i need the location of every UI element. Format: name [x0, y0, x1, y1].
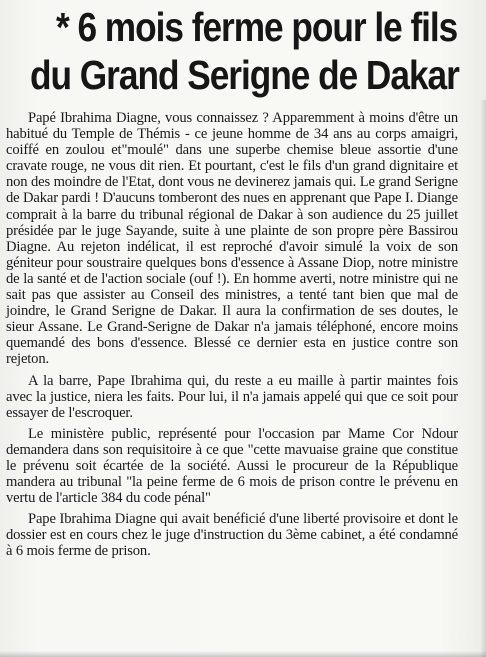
article-paragraph-2: A la barre, Pape Ibrahima qui, du reste a eu maille à partir maintes fois avec la justice, niera les faits. Pour lui, il n'a jamais appelé qui que ce soit pour essayer de l'escroquer.: [6, 372, 458, 421]
headline-line-2: du Grand Serigne de Dakar: [30, 52, 459, 98]
headline-line-1: * 6 mois ferme pour le fils: [56, 4, 458, 50]
article-paragraph-4: Pape Ibrahima Diagne qui avait benéficié d'une liberté provisoire et dont le dossier est en cours chez le juge d'instruction du 3ème cabinet, a été condamné à 6 mois ferme de prison.: [6, 511, 458, 560]
page-edge-shadow: [480, 100, 486, 657]
article-paragraph-3: Le ministère public, représenté pour l'occasion par Mame Cor Ndour demandera dans son requisitoire à ce que "cette mavuaise graine que constitue le prévenu soit écartée de la société. Aussi le procureur de la République mandera au tribunal "la peine ferme de 6 mois de prison contre le prévenu en vertu de l'article 384 du code pénal": [6, 425, 458, 507]
article-paragraph-1: Papé Ibrahima Diagne, vous connaissez ? Apparemment à moins d'être un habitué du Temple de Thémis - ce jeune homme de 34 ans au corps amaigri, coiffé en zoulou et"moulé" dans une superbe chemise bleue assortie d'une cravate rouge, ne vous dit rien. Et pourtant, c'est le fils d'un grand dignitaire et non des moindre de l'Etat, dont vous ne devinerez jamais qui. Le grand Serigne de Dakar pardi ! D'aucuns tomberont des nues en apprenant que Pape I. Diange comprait à la barre du tribunal régional de Dakar à son audience du 25 juillet présidée par le juge Sayande, suite à une plainte de son propre père Bassirou Diagne. Au rejeton indélicat, il est reproché d'avoir simulé la voix de son géniteur pour soustraire quelques bons d'essence à Assane Diop, notre ministre de la santé et de l'action sociale (ouf !). En homme averti, notre ministre qui ne sait pas que assister au Conseil des ministres, a tenté tant bien que mal de joindre, le Grand Serigne de Dakar. Il aura la confirmation de ses doutes, le sieur Assane. Le Grand-Serigne de Dakar n'a jamais téléphoné, encore moins quemandé des bons d'essence. Blessé ce dernier esta en justice contre son rejeton.: [6, 110, 458, 368]
article-body: [6, 110, 458, 560]
page-bottom-shadow: [0, 651, 486, 657]
